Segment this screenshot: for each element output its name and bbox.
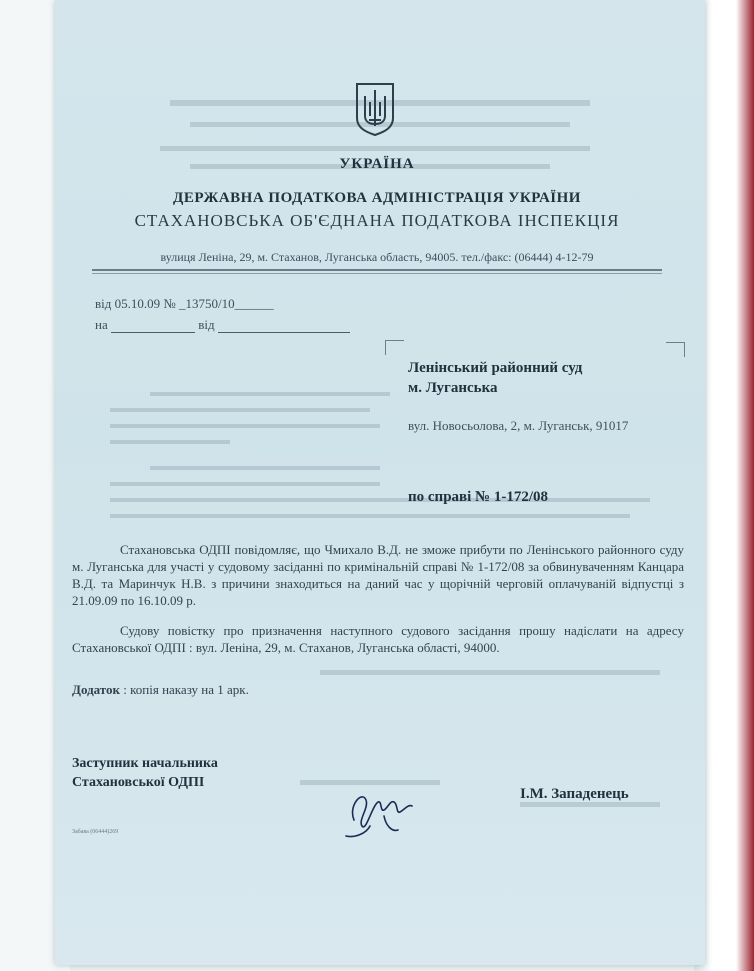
outgoing-reference: [95, 296, 274, 312]
outgoing-date-label: від: [95, 296, 112, 311]
recipient-court: [408, 358, 582, 398]
address-block-corner-left: [385, 340, 404, 355]
country-heading: УКРАЇНА: [339, 156, 415, 172]
incoming-date-label: від: [198, 317, 215, 332]
recipient-line-2: м. Луганська: [408, 380, 498, 396]
incoming-label: на: [95, 317, 108, 332]
executor-note: Забава (06444)269: [72, 829, 119, 835]
outgoing-number: 05.10.09 № _13750/10______: [114, 296, 274, 311]
incoming-date-blank: [218, 332, 350, 333]
handwritten-signature: [340, 776, 420, 842]
body-paragraph-2: Судову повістку про призначення наступного судового засідання прошу надіслати на адресу Стахановської ОДПІ : вул. Леніна, 29, м. Стаханов, Луганська області, 94000.: [72, 623, 684, 655]
letterhead-divider-thin: [92, 273, 662, 274]
recipient-address: вул. Новосьолова, 2, м. Луганськ, 91017: [408, 418, 629, 433]
signatory-title: [72, 754, 218, 792]
incoming-reference: [95, 317, 350, 333]
signatory-name: І.М. Западенець: [520, 786, 629, 802]
agency-heading: ДЕРЖАВНА ПОДАТКОВА АДМІНІСТРАЦІЯ УКРАЇНИ: [173, 190, 581, 206]
annex-text: : копія наказу на 1 арк.: [123, 682, 249, 697]
annex-line: [72, 682, 249, 698]
letterhead-address: вулиця Леніна, 29, м. Стаханов, Луганська область, 94005. тел./факс: (06444) 4-12-79: [160, 250, 594, 264]
inspection-heading: СТАХАНОВСЬКА ОБ'ЄДНАНА ПОДАТКОВА ІНСПЕКЦІЯ: [134, 211, 620, 230]
incoming-number-blank: [111, 332, 195, 333]
case-reference: по справі № 1-172/08: [408, 489, 549, 505]
coat-of-arms-icon: [354, 82, 396, 136]
signatory-title-line-2: Стахановської ОДПІ: [72, 775, 205, 790]
signatory-title-line-1: Заступник начальника: [72, 756, 218, 771]
annex-label: Додаток: [72, 682, 121, 697]
recipient-line-1: Ленінський районний суд: [408, 360, 583, 376]
address-block-corner-right: [666, 342, 685, 357]
letterhead-divider: [92, 269, 662, 271]
body-paragraph-1: Стахановська ОДПІ повідомляє, що Чмихало В.Д. не зможе прибути по Ленінського районного суду м. Луганська для участі у судовому засіданні по кримінальній справі № 1-172/08 за обвинуваченням Канцара В.Д. та Маринчук Н.В. з причини знаходиться на даний час у щорічній черговій оплачуваній відпустці з 21.09.09 по 16.10.09 р.: [72, 542, 684, 608]
